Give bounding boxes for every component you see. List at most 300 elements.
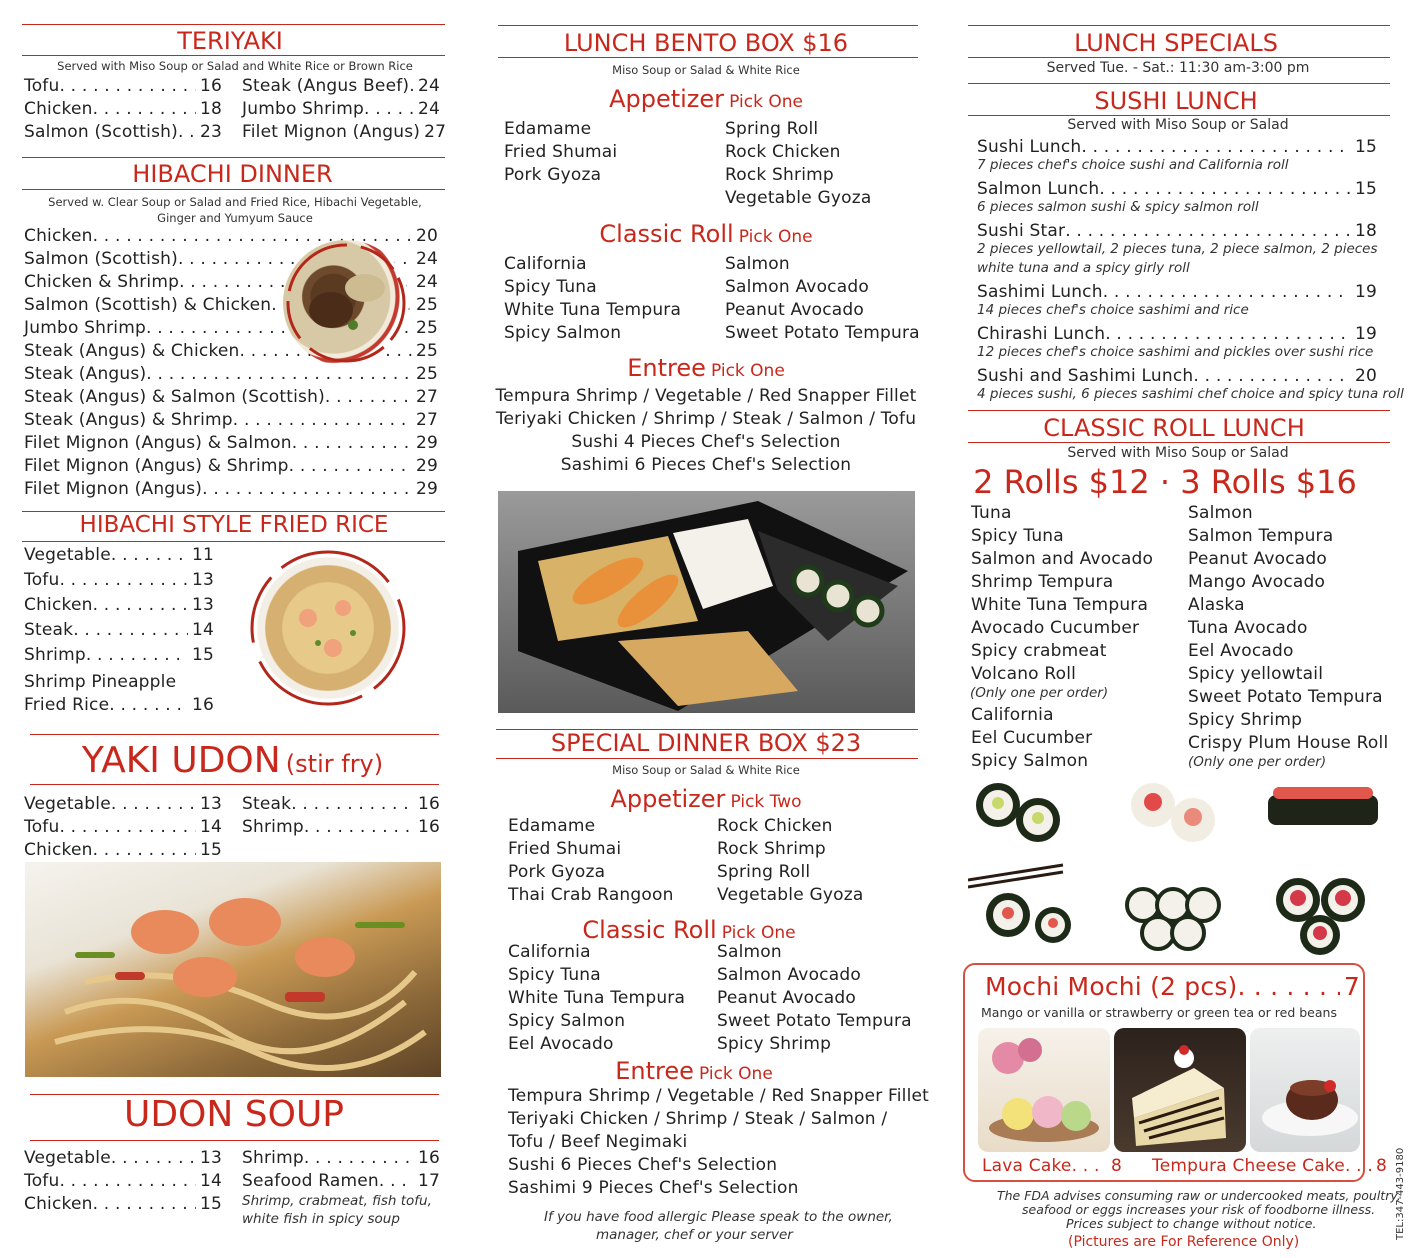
leader-dots xyxy=(364,98,414,120)
menu-item: Thai Crab Rangoon xyxy=(508,885,674,905)
menu-item: Avocado Cucumber xyxy=(971,618,1140,638)
menu-item: California xyxy=(508,942,591,962)
allergy-note: manager, chef or your server xyxy=(596,1227,793,1243)
sushi-lunch-item xyxy=(977,136,1377,158)
item-name: Sashimi Lunch xyxy=(977,282,1103,302)
leader-dots xyxy=(1193,365,1351,387)
item-name: Chirashi Lunch xyxy=(977,324,1106,344)
sushi-lunch-subtitle: Served with Miso Soup or Salad xyxy=(1067,117,1289,133)
item-name: Chicken xyxy=(24,595,93,615)
menu-item: Edamame xyxy=(504,119,592,139)
leader-dots xyxy=(111,544,188,566)
item-description: 4 pieces sushi, 6 pieces sashimi chef choice and spicy tuna roll xyxy=(977,386,1404,402)
hibachi-title: HIBACHI DINNER xyxy=(132,160,333,188)
leader-dots xyxy=(1105,323,1351,345)
item-price: 20 xyxy=(1354,366,1377,386)
allergy-note: If you have food allergic Please speak to the owner, xyxy=(544,1209,893,1225)
mochi-flavors: Mango or vanilla or strawberry or green tea or red beans xyxy=(981,1005,1337,1020)
item-price: 15 xyxy=(1354,137,1377,157)
pictures-notice: (Pictures are For Reference Only) xyxy=(1068,1234,1300,1250)
item-name: Sushi and Sashimi Lunch xyxy=(977,366,1194,386)
menu-item: Vegetable Gyoza xyxy=(717,885,864,905)
sushi-lunch-item xyxy=(977,281,1377,303)
item-name: Chicken xyxy=(24,840,93,860)
menu-item xyxy=(24,1170,222,1192)
menu-item xyxy=(24,569,214,591)
menu-item: Tofu / Beef Negimaki xyxy=(508,1132,688,1152)
udon-soup-title: UDON SOUP xyxy=(123,1094,345,1135)
leader-dots xyxy=(1103,281,1351,303)
leader-dots xyxy=(1345,1155,1372,1177)
item-name: Filet Mignon (Angus) & Shrimp xyxy=(24,456,289,476)
item-price: 24 xyxy=(415,249,438,269)
price-separator: · xyxy=(1159,463,1171,501)
item-name: Steak (Angus) & Chicken xyxy=(24,341,240,361)
menu-item xyxy=(242,1170,440,1192)
sushi-lunch-item xyxy=(977,323,1377,345)
column-middle xyxy=(488,0,928,1258)
menu-item: Peanut Avocado xyxy=(717,988,856,1008)
menu-item: Teriyaki Chicken / Shrimp / Steak / Salmon / xyxy=(508,1109,888,1129)
menu-item: Sweet Potato Tempura xyxy=(725,323,920,343)
menu-item xyxy=(24,619,214,641)
leader-dots xyxy=(292,432,412,454)
leader-dots xyxy=(304,1147,414,1169)
mochi-item xyxy=(985,972,1360,1002)
item-name: Lava Cake xyxy=(982,1156,1072,1176)
dessert-plate-image xyxy=(1250,1028,1360,1152)
menu-item: Spicy Shrimp xyxy=(1188,710,1303,730)
menu-item: Fried Shumai xyxy=(508,839,622,859)
leader-dots xyxy=(1238,972,1340,1002)
leader-dots xyxy=(73,619,188,641)
price-three-rolls: 3 Rolls $16 xyxy=(1180,463,1357,501)
menu-item xyxy=(24,816,222,838)
menu-item: Shrimp Tempura xyxy=(971,572,1114,592)
item-name: Sushi Lunch xyxy=(977,137,1082,157)
item-price: 16 xyxy=(417,1148,440,1168)
dinner-box-subtitle: Miso Soup or Salad & White Rice xyxy=(612,763,800,777)
fried-rice-item xyxy=(24,694,214,716)
menu-item: California xyxy=(971,705,1054,725)
item-name: Filet Mignon (Angus) & Salmon xyxy=(24,433,292,453)
roll-photo xyxy=(968,865,1071,943)
item-price: 16 xyxy=(199,76,222,96)
menu-item: Spicy Tuna xyxy=(508,965,601,985)
item-price: 25 xyxy=(415,295,438,315)
menu-item xyxy=(242,75,440,97)
item-price: 27 xyxy=(415,387,438,407)
menu-item xyxy=(24,121,222,143)
item-price: 14 xyxy=(199,817,222,837)
item-price: 18 xyxy=(199,99,222,119)
menu-item: Peanut Avocado xyxy=(725,300,864,320)
item-price: 15 xyxy=(199,1194,222,1214)
item-price: 25 xyxy=(415,341,438,361)
item-price: 17 xyxy=(417,1171,440,1191)
item-price: 16 xyxy=(417,817,440,837)
one-per-order-note: (Only one per order) xyxy=(970,685,1109,701)
item-price: 29 xyxy=(415,433,438,453)
section-title: Entree xyxy=(627,354,706,382)
menu-item xyxy=(242,816,440,838)
menu-item: Spicy yellowtail xyxy=(1188,664,1324,684)
menu-item xyxy=(24,544,214,566)
menu-item: Tuna Avocado xyxy=(1188,618,1308,638)
item-price: 11 xyxy=(191,545,214,565)
leader-dots xyxy=(325,386,412,408)
item-price: 27 xyxy=(415,410,438,430)
menu-item xyxy=(24,98,222,120)
item-price: 24 xyxy=(415,272,438,292)
divider xyxy=(30,1140,439,1141)
item-description: 6 pieces salmon sushi & spicy salmon roll xyxy=(977,199,1259,215)
menu-item: Pork Gyoza xyxy=(504,165,602,185)
menu-item: White Tuna Tempura xyxy=(504,300,682,320)
sushi-lunch-title: SUSHI LUNCH xyxy=(1094,87,1258,115)
leader-dots xyxy=(146,363,412,385)
leader-dots xyxy=(59,569,187,591)
menu-item: California xyxy=(504,254,587,274)
item-name: Salmon (Scottish) & Chicken xyxy=(24,295,272,315)
item-price: 15 xyxy=(191,645,214,665)
menu-item: Spicy Shrimp xyxy=(717,1034,832,1054)
menu-item: Sweet Potato Tempura xyxy=(1188,687,1383,707)
leader-dots xyxy=(304,816,414,838)
section-pick: Pick One xyxy=(698,1064,773,1084)
divider xyxy=(968,83,1390,84)
lunch-specials-subtitle: Served Tue. - Sat.: 11:30 am-3:00 pm xyxy=(1046,60,1310,76)
section-title: Classic Roll xyxy=(582,916,717,944)
item-price: 29 xyxy=(415,456,438,476)
sushi-lunch-item xyxy=(977,178,1377,200)
menu-item: Rock Chicken xyxy=(717,816,833,836)
item-name: Jumbo Shrimp xyxy=(242,99,364,119)
roll-photo xyxy=(1131,783,1215,842)
item-name: Salmon (Scottish) xyxy=(24,249,178,269)
menu-item: White Tuna Tempura xyxy=(508,988,686,1008)
leader-dots xyxy=(1099,178,1351,200)
leader-dots xyxy=(1081,136,1351,158)
menu-item xyxy=(24,386,438,408)
item-price: 15 xyxy=(1354,179,1377,199)
menu-item xyxy=(242,98,440,120)
dinner-box-title: SPECIAL DINNER BOX $23 xyxy=(550,729,862,757)
item-price: 27 xyxy=(424,122,447,142)
menu-item: White Tuna Tempura xyxy=(971,595,1149,615)
section-pick: Pick Two xyxy=(730,792,802,812)
menu-item: Salmon Avocado xyxy=(725,277,869,297)
leader-dots xyxy=(93,98,196,120)
menu-item: Alaska xyxy=(1188,595,1245,615)
item-description: white tuna and a spicy girly roll xyxy=(977,260,1190,276)
menu-item: Salmon xyxy=(717,942,782,962)
leader-dots xyxy=(59,816,195,838)
section-pick: Pick One xyxy=(710,361,785,381)
menu-item: Fried Shumai xyxy=(504,142,618,162)
fda-notice: seafood or eggs increases your risk of foodborne illness. xyxy=(1022,1202,1376,1217)
bento-subtitle: Miso Soup or Salad & White Rice xyxy=(612,63,800,77)
menu-item: Sashimi 9 Pieces Chef's Selection xyxy=(508,1178,799,1198)
ramen-description: Shrimp, crabmeat, fish tofu, xyxy=(242,1193,432,1209)
fried-rice-item: Shrimp Pineapple xyxy=(24,672,177,692)
item-price: 7 xyxy=(1343,972,1360,1001)
section-title: Appetizer xyxy=(610,785,726,813)
item-name: Filet Mignon (Angus) xyxy=(24,479,203,499)
item-price: 16 xyxy=(191,695,214,715)
item-description: 7 pieces chef's choice sushi and California roll xyxy=(977,157,1289,173)
menu-item xyxy=(242,793,440,815)
item-name: Steak (Angus Beef) xyxy=(242,76,410,96)
tempura-cheese-cake-image xyxy=(1114,1028,1246,1152)
bento-box-image xyxy=(498,491,915,713)
divider xyxy=(30,734,439,735)
item-price: 15 xyxy=(199,840,222,860)
item-name: Salmon Lunch xyxy=(977,179,1100,199)
menu-item: Spicy Salmon xyxy=(508,1011,626,1031)
item-description: 2 pieces yellowtail, 2 pieces tuna, 2 piece salmon, 2 pieces xyxy=(977,241,1378,257)
menu-item xyxy=(24,478,438,500)
dinner-appetizer-heading xyxy=(488,787,924,811)
leader-dots xyxy=(59,1170,195,1192)
bento-roll-heading xyxy=(488,222,924,246)
dinner-roll-heading xyxy=(488,918,890,942)
menu-item xyxy=(24,75,222,97)
menu-item: Spicy Tuna xyxy=(504,277,597,297)
column-left xyxy=(0,0,460,1258)
divider xyxy=(968,410,1390,411)
item-price: 25 xyxy=(415,318,438,338)
teriyaki-title: TERIYAKI xyxy=(177,27,283,55)
item-description: 14 pieces chef's choice sashimi and rice xyxy=(977,302,1249,318)
item-name: Filet Mignon (Angus) xyxy=(242,122,421,142)
item-name: Steak xyxy=(242,794,292,814)
lava-cake-image xyxy=(978,1028,1110,1152)
item-price: 14 xyxy=(191,620,214,640)
item-name: Steak xyxy=(24,620,74,640)
item-name: Chicken xyxy=(24,99,93,119)
yaki-udon-image xyxy=(25,862,441,1077)
fried-rice-image xyxy=(248,548,408,708)
menu-item: Spring Roll xyxy=(717,862,811,882)
leader-dots xyxy=(1065,220,1351,242)
item-price: 14 xyxy=(199,1171,222,1191)
menu-item: Peanut Avocado xyxy=(1188,549,1327,569)
menu-item: Volcano Roll xyxy=(971,664,1077,684)
hibachi-subtitle-2: Ginger and Yumyum Sauce xyxy=(157,211,313,225)
leader-dots xyxy=(233,409,412,431)
dinner-entree-heading xyxy=(488,1059,900,1083)
roll-photo xyxy=(1127,889,1219,949)
divider xyxy=(498,57,918,58)
menu-item xyxy=(24,1193,222,1215)
section-title: Entree xyxy=(615,1057,694,1085)
menu-item: Salmon xyxy=(1188,503,1253,523)
menu-item: Eel Avocado xyxy=(1188,641,1294,661)
item-price: 25 xyxy=(415,364,438,384)
menu-item: Mango Avocado xyxy=(1188,572,1326,592)
leader-dots xyxy=(109,694,188,716)
leader-dots xyxy=(111,1147,196,1169)
menu-item xyxy=(24,363,438,385)
yaki-udon-title xyxy=(0,740,465,781)
item-name: Tofu xyxy=(24,76,60,96)
menu-item: Pork Gyoza xyxy=(508,862,606,882)
section-pick: Pick One xyxy=(729,92,803,112)
divider xyxy=(22,24,445,25)
divider xyxy=(22,157,445,158)
item-description: 12 pieces chef's choice sashimi and pickles over sushi rice xyxy=(977,344,1374,360)
divider xyxy=(30,784,439,785)
item-price: 13 xyxy=(199,794,222,814)
menu-item: Spicy Tuna xyxy=(971,526,1064,546)
item-name: Jumbo Shrimp xyxy=(24,318,146,338)
item-name: Chicken & Shrimp xyxy=(24,272,180,292)
leader-dots xyxy=(86,644,188,666)
item-name: Tofu xyxy=(24,817,60,837)
hibachi-subtitle-1: Served w. Clear Soup or Salad and Fried Rice, Hibachi Vegetable, xyxy=(48,195,422,209)
item-price: 19 xyxy=(1354,282,1377,302)
bento-appetizer-heading xyxy=(488,87,924,111)
section-pick: Pick One xyxy=(738,227,813,247)
menu-item: Salmon xyxy=(725,254,790,274)
entree-line: Tempura Shrimp / Vegetable / Red Snapper Fillet xyxy=(495,386,917,406)
leader-dots xyxy=(202,478,412,500)
leader-dots xyxy=(93,594,188,616)
divider xyxy=(496,758,918,759)
divider xyxy=(22,55,445,56)
leader-dots xyxy=(93,839,196,861)
item-price: 18 xyxy=(1354,221,1377,241)
lunch-specials-title: LUNCH SPECIALS xyxy=(1074,29,1278,57)
item-name: Shrimp xyxy=(242,1148,304,1168)
divider xyxy=(22,189,445,190)
item-name: Sushi Star xyxy=(977,221,1066,241)
menu-item xyxy=(242,1147,440,1169)
roll-photo xyxy=(1268,787,1378,825)
menu-item: Sweet Potato Tempura xyxy=(717,1011,912,1031)
leader-dots xyxy=(178,121,196,143)
menu-item: Vegetable Gyoza xyxy=(725,188,872,208)
divider xyxy=(968,115,1390,116)
menu-item: Rock Shrimp xyxy=(725,165,834,185)
menu-item xyxy=(242,121,447,143)
roll-prices xyxy=(960,463,1370,501)
section-pick: Pick One xyxy=(721,923,796,943)
menu-item: Salmon Tempura xyxy=(1188,526,1334,546)
side-phone-text: TEL:347-443-9180 xyxy=(1395,1147,1406,1240)
leader-dots xyxy=(59,75,195,97)
lava-cake-item xyxy=(982,1155,1122,1177)
menu-item xyxy=(24,1147,222,1169)
yaki-udon-title-small: (stir fry) xyxy=(285,750,384,778)
menu-item: Tuna xyxy=(971,503,1012,523)
item-name: Fried Rice xyxy=(24,695,110,715)
item-name: Shrimp xyxy=(24,645,86,665)
item-price: 8 xyxy=(1375,1156,1387,1176)
menu-item xyxy=(24,455,438,477)
menu-item: Spicy Salmon xyxy=(971,751,1089,771)
menu-item: Tempura Shrimp / Vegetable / Red Snapper Fillet xyxy=(508,1086,930,1106)
menu-item: Spring Roll xyxy=(725,119,819,139)
menu-item: Rock Chicken xyxy=(725,142,841,162)
bento-entree-heading xyxy=(488,356,924,380)
entree-line: Sashimi 6 Pieces Chef's Selection xyxy=(560,455,852,475)
sushi-lunch-item xyxy=(977,220,1377,242)
menu-item: Eel Avocado xyxy=(508,1034,614,1054)
menu-item xyxy=(24,644,214,666)
sushi-roll-gallery xyxy=(968,775,1390,960)
leader-dots xyxy=(93,1193,196,1215)
leader-dots xyxy=(289,455,412,477)
menu-item: Salmon Avocado xyxy=(717,965,861,985)
price-notice: Prices subject to change without notice. xyxy=(1066,1216,1317,1231)
item-name: Steak (Angus) & Salmon (Scottish) xyxy=(24,387,325,407)
fried-rice-title: HIBACHI STYLE FRIED RICE xyxy=(79,512,389,538)
roll-photo xyxy=(1276,878,1365,955)
hibachi-plate-image xyxy=(283,240,409,366)
item-name: Salmon (Scottish) xyxy=(24,122,178,142)
divider xyxy=(498,25,918,26)
divider xyxy=(968,442,1390,443)
item-name: Chicken xyxy=(24,1194,93,1214)
fda-notice: The FDA advises consuming raw or undercooked meats, poultry, xyxy=(997,1188,1401,1203)
classic-roll-lunch-title: CLASSIC ROLL LUNCH xyxy=(1043,414,1305,442)
entree-line: Sushi 4 Pieces Chef's Selection xyxy=(571,432,841,452)
leader-dots xyxy=(291,793,414,815)
menu-item xyxy=(24,839,222,861)
bento-title: LUNCH BENTO BOX $16 xyxy=(563,29,849,57)
item-name: Chicken xyxy=(24,226,93,246)
item-price: 24 xyxy=(417,99,440,119)
menu-item: Sushi 6 Pieces Chef's Selection xyxy=(508,1155,778,1175)
item-name: Shrimp xyxy=(242,817,304,837)
yaki-udon-title-text: YAKI UDON xyxy=(81,740,281,781)
section-title: Appetizer xyxy=(609,85,725,113)
section-title: Classic Roll xyxy=(599,220,734,248)
divider xyxy=(968,57,1390,58)
menu-item xyxy=(24,432,438,454)
item-price: 19 xyxy=(1354,324,1377,344)
divider xyxy=(22,541,445,542)
item-name: Vegetable xyxy=(24,545,111,565)
item-price: 8 xyxy=(1110,1156,1122,1176)
item-price: 16 xyxy=(417,794,440,814)
leader-dots xyxy=(1072,1155,1107,1177)
item-price: 20 xyxy=(415,226,438,246)
item-price: 29 xyxy=(415,479,438,499)
item-price: 13 xyxy=(191,595,214,615)
cheese-cake-item xyxy=(1152,1155,1387,1177)
item-price: 13 xyxy=(199,1148,222,1168)
item-name: Vegetable xyxy=(24,1148,111,1168)
item-name: Tempura Cheese Cake xyxy=(1152,1156,1345,1176)
item-name: Mochi Mochi (2 pcs) xyxy=(985,972,1238,1001)
one-per-order-note: (Only one per order) xyxy=(1188,754,1327,770)
menu-item: Spicy Salmon xyxy=(504,323,622,343)
ramen-description: white fish in spicy soup xyxy=(242,1211,400,1227)
item-price: 24 xyxy=(417,76,440,96)
item-price: 13 xyxy=(191,570,214,590)
menu-item: Crispy Plum House Roll xyxy=(1188,733,1389,753)
item-name: Steak (Angus) & Shrimp xyxy=(24,410,233,430)
menu-item: Salmon and Avocado xyxy=(971,549,1154,569)
item-price: 23 xyxy=(199,122,222,142)
menu-item: Eel Cucumber xyxy=(971,728,1093,748)
entree-line: Teriyaki Chicken / Shrimp / Steak / Salmon / Tofu xyxy=(495,409,917,429)
roll-photo xyxy=(976,783,1060,842)
menu-item xyxy=(24,225,438,247)
